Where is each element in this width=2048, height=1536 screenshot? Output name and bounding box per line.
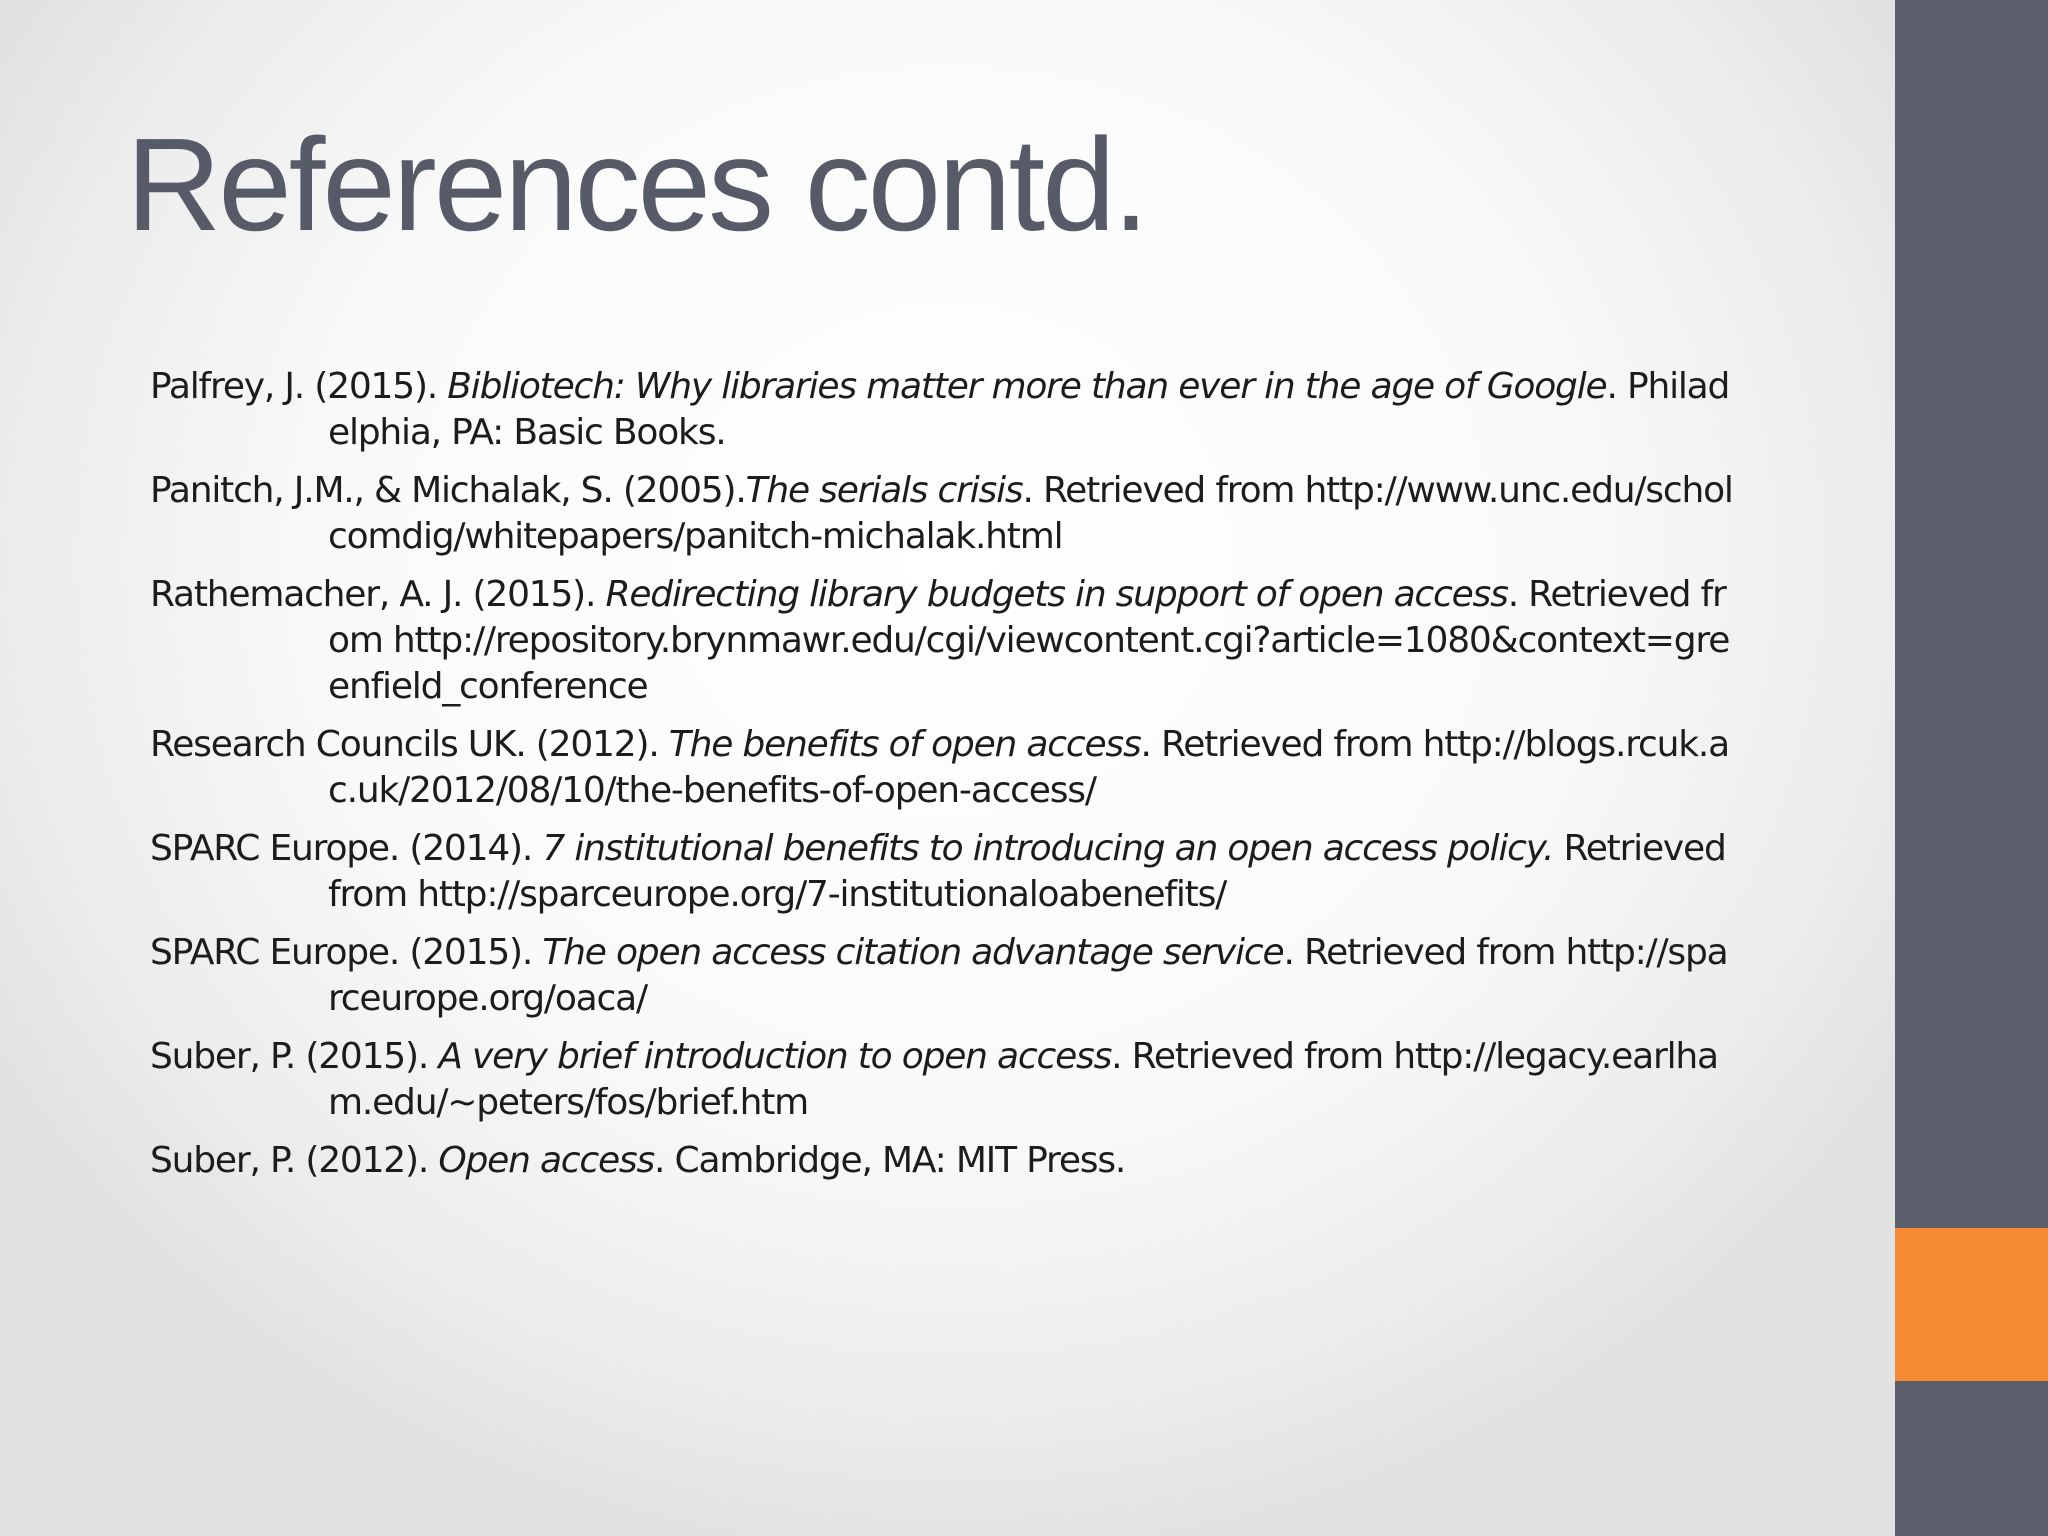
reference-author-date: Palfrey, J. (2015).	[150, 366, 448, 407]
slide-title: References contd.	[126, 111, 1147, 258]
reference-title: The open access citation advantage service	[542, 932, 1284, 973]
reference-entry	[150, 1138, 1740, 1184]
reference-list	[150, 364, 1740, 1196]
reference-source: . Cambridge, MA: MIT Press.	[654, 1140, 1126, 1181]
reference-title: A very brief introduction to open access	[438, 1036, 1112, 1077]
reference-title: 7 institutional benefits to introducing an open access policy.	[542, 828, 1554, 869]
reference-source: . Retrieved from http://blogs.rcuk.ac.uk/2012/08/10/the-benefits-of-open-access/	[328, 724, 1729, 811]
reference-source: . Retrieved from http://www.unc.edu/scholcomdig/whitepapers/panitch-michalak.html	[328, 470, 1733, 557]
reference-source: . Philadelphia, PA: Basic Books.	[328, 366, 1730, 453]
reference-title: Open access	[438, 1140, 655, 1181]
reference-author-date: Rathemacher, A. J. (2015).	[150, 574, 606, 615]
reference-entry	[150, 1034, 1740, 1126]
reference-entry	[150, 930, 1740, 1022]
reference-entry	[150, 572, 1740, 710]
side-bar-decoration	[1895, 0, 2048, 1536]
reference-author-date: Panitch, J.M., & Michalak, S. (2005).	[150, 470, 746, 511]
reference-source: . Retrieved from http://legacy.earlham.edu/~peters/fos/brief.htm	[328, 1036, 1718, 1123]
reference-author-date: SPARC Europe. (2014).	[150, 828, 543, 869]
reference-author-date: Suber, P. (2015).	[150, 1036, 439, 1077]
reference-entry	[150, 468, 1740, 560]
reference-source: . Retrieved from http://repository.brynmawr.edu/cgi/viewcontent.cgi?article=1080&context=greenfield_conference	[328, 574, 1730, 707]
reference-author-date: Suber, P. (2012).	[150, 1140, 439, 1181]
reference-title: The benefits of open access	[668, 724, 1141, 765]
reference-source: Retrieved from http://sparceurope.org/7-institutionaloabenefits/	[328, 828, 1726, 915]
reference-title: Redirecting library budgets in support of open access	[605, 574, 1508, 615]
reference-source: . Retrieved from http://sparceurope.org/oaca/	[328, 932, 1728, 1019]
reference-entry	[150, 826, 1740, 918]
reference-title: Bibliotech: Why libraries matter more than ever in the age of Google	[447, 366, 1607, 407]
side-accent-block	[1895, 1228, 2048, 1381]
reference-entry	[150, 364, 1740, 456]
reference-title: The serials crisis	[745, 470, 1023, 511]
reference-author-date: SPARC Europe. (2015).	[150, 932, 543, 973]
reference-entry	[150, 722, 1740, 814]
reference-author-date: Research Councils UK. (2012).	[150, 724, 669, 765]
